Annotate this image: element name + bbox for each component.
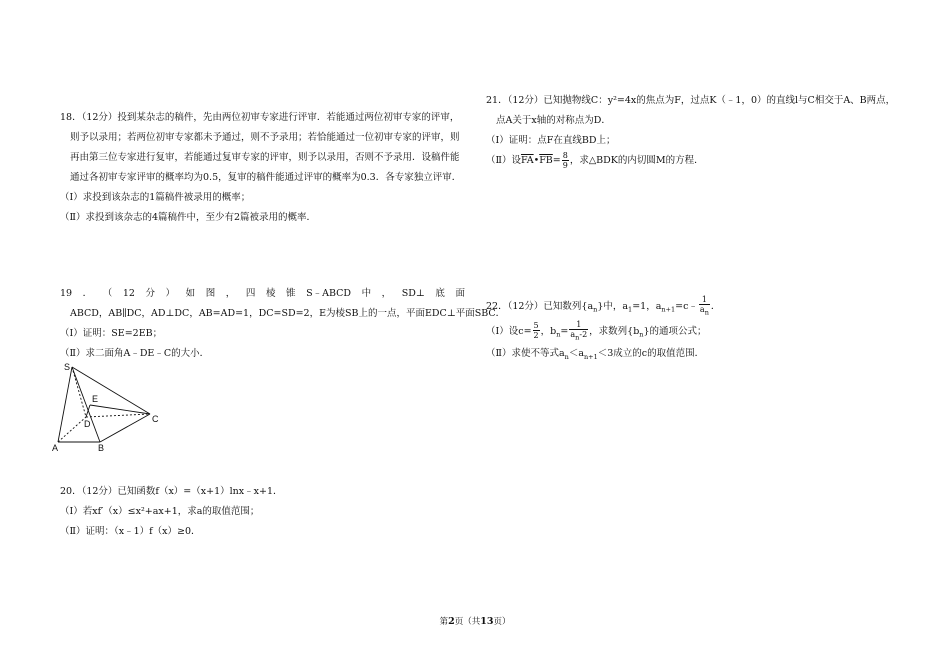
subscript: 1 xyxy=(628,305,633,314)
problem-22 xyxy=(486,295,720,367)
text: 22．（12分）已知数列{a xyxy=(486,300,594,312)
problem-20-line-1: 20．（12分）已知函数f（x）=（x+1）lnx﹣x+1． xyxy=(60,486,283,497)
text: a xyxy=(699,305,705,314)
text: ． xyxy=(710,300,721,312)
problem-18-line-1: 18．（12分）投到某杂志的稿件，先由两位初审专家进行评审．若能通过两位初审专家的评审， xyxy=(60,112,460,123)
pyramid-figure xyxy=(52,362,162,452)
dot-operator: • xyxy=(533,155,540,166)
problem-21-line-1: 21．（12分）已知抛物线C：y²=4x的焦点为F，过点K（﹣1，0）的直线l与C相交于A、B两点， xyxy=(486,95,896,106)
label-B: B xyxy=(98,443,105,452)
vector-fb: $\overline{FB}$ xyxy=(539,155,553,166)
text: ＜a xyxy=(568,348,584,360)
text: ＜3成立的c的取值范围． xyxy=(597,348,705,360)
text: （Ⅱ）求使不等式a xyxy=(486,348,565,360)
page-number: 2 xyxy=(448,616,455,627)
problem-19-token: 分 xyxy=(145,288,155,299)
problem-19-token: 中 xyxy=(361,288,372,299)
text: =c﹣ xyxy=(675,300,698,312)
vector-fa: $\overline{FA}$ xyxy=(520,155,534,166)
total-pages: 13 xyxy=(480,616,494,627)
problem-19-token: 四 xyxy=(245,288,256,299)
problem-18-part-1: （Ⅰ）求投到该杂志的1篇稿件被录用的概率； xyxy=(60,192,251,203)
text: ，b xyxy=(540,325,557,337)
problem-18-line-4: 通过各初审专家评审的概率均为0.5，复审的稿件能通过评审的概率为0.3．各专家独立评审． xyxy=(70,172,462,183)
problem-18-line-3: 再由第三位专家进行复审，若能通过复审专家的评审，则予以录用，否则不予录用．设稿件能 xyxy=(70,152,460,163)
footer-text: 页） xyxy=(493,617,511,627)
problem-22-part-1 xyxy=(486,320,720,345)
problem-19-token: 图 xyxy=(205,288,216,299)
problem-22-part-2 xyxy=(486,344,720,367)
problem-19-number: 19 xyxy=(60,288,73,299)
subscript: n xyxy=(575,333,580,342)
problem-20 xyxy=(60,482,283,542)
problem-19-token: 锥 xyxy=(286,288,296,299)
problem-22-line-1 xyxy=(486,295,720,320)
label-D: D xyxy=(84,419,91,429)
subscript: n xyxy=(593,305,598,314)
edge-SC xyxy=(72,367,150,414)
edge-DC xyxy=(86,414,150,417)
problem-19-token: （ xyxy=(102,288,113,299)
problem-21 xyxy=(486,91,895,171)
text: a xyxy=(570,329,576,339)
fraction-denominator xyxy=(569,330,588,343)
problem-19-part-2: （Ⅱ）求二面角A﹣DE﹣C的大小． xyxy=(60,348,210,359)
problem-19-token: 如 xyxy=(185,288,196,299)
problem-19-token: S﹣ABCD xyxy=(306,288,352,299)
fraction-numerator: 8 xyxy=(562,151,568,160)
subscript: n+1 xyxy=(583,353,598,362)
text: （Ⅱ）设 xyxy=(486,155,521,166)
label-C: C xyxy=(152,414,159,424)
fraction-denominator xyxy=(699,305,710,318)
label-A: A xyxy=(52,443,59,452)
problem-19-token: ． xyxy=(82,288,93,299)
text: ，求数列{b xyxy=(589,325,640,337)
equals: = xyxy=(552,155,561,166)
fraction-denominator: 9 xyxy=(562,161,568,170)
fraction-8-9 xyxy=(562,151,569,170)
label-E: E xyxy=(92,394,99,404)
problem-19-token: 面 xyxy=(455,288,465,299)
fraction-numerator: 5 xyxy=(533,321,539,331)
edge-SA xyxy=(58,367,72,442)
problem-19 xyxy=(60,284,505,364)
fraction-numerator: 1 xyxy=(569,320,588,330)
problem-19-token: 12 xyxy=(122,288,135,299)
fraction-1-over-an-minus-2 xyxy=(569,320,588,343)
fraction-denominator: 2 xyxy=(533,331,539,341)
subscript: n xyxy=(556,330,561,339)
text: -2 xyxy=(579,329,588,339)
subscript: n xyxy=(564,353,569,362)
problem-21-line-2: 点A关于x轴的对称点为D． xyxy=(496,115,611,126)
edge-EC xyxy=(90,405,150,414)
edge-BC xyxy=(100,414,150,442)
problem-20-part-2: （Ⅱ）证明：（x﹣1）f（x）≥0． xyxy=(60,526,201,537)
fraction-numerator: 1 xyxy=(699,295,710,305)
problem-19-token: 底 xyxy=(435,288,445,299)
fraction-5-2 xyxy=(533,321,540,340)
problem-20-part-1: （Ⅰ）若xf′（x）≤x²+ax+1，求a的取值范围； xyxy=(60,506,260,517)
problem-21-part-2 xyxy=(486,151,895,171)
text: （Ⅰ）设c= xyxy=(486,325,532,337)
page-footer xyxy=(0,615,950,627)
problem-19-part-1: （Ⅰ）证明：SE=2EB； xyxy=(60,328,163,339)
text: }的通项公式； xyxy=(643,325,707,337)
fraction-1-over-an xyxy=(699,295,710,318)
problem-19-line-2: ABCD，AB∥DC，AD⊥DC，AB=AD=1，DC=SD=2，E为棱SB上的一点，平面EDC⊥平面SBC． xyxy=(70,308,506,319)
text: ，求△BDK的内切圆M的方程． xyxy=(569,155,704,166)
problem-19-token: ， xyxy=(381,288,392,299)
subscript: n xyxy=(704,308,709,317)
subscript: n xyxy=(639,330,644,339)
problem-21-part-1: （Ⅰ）证明：点F在直线BD上； xyxy=(486,135,616,146)
equals: = xyxy=(560,325,569,337)
problem-18-line-2: 则予以录用；若两位初审专家都未予通过，则不予录用；若恰能通过一位初审专家的评审，则 xyxy=(70,132,460,143)
edge-SB xyxy=(72,367,100,442)
subscript: n+1 xyxy=(661,305,676,314)
footer-text: 第 xyxy=(439,617,449,627)
problem-18 xyxy=(60,108,461,228)
problem-19-token: 棱 xyxy=(265,288,276,299)
problem-19-line-1 xyxy=(60,284,465,304)
problem-19-token: ） xyxy=(165,288,176,299)
problem-18-part-2: （Ⅱ）求投到该杂志的4篇稿件中，至少有2篇被录用的概率． xyxy=(60,212,317,223)
footer-text: 页（共 xyxy=(454,617,481,627)
problem-19-token: ， xyxy=(225,288,236,299)
text: }中，a xyxy=(597,300,629,312)
problem-19-token: SD⊥ xyxy=(401,288,425,299)
label-S: S xyxy=(64,362,71,372)
text: =1，a xyxy=(632,300,662,312)
